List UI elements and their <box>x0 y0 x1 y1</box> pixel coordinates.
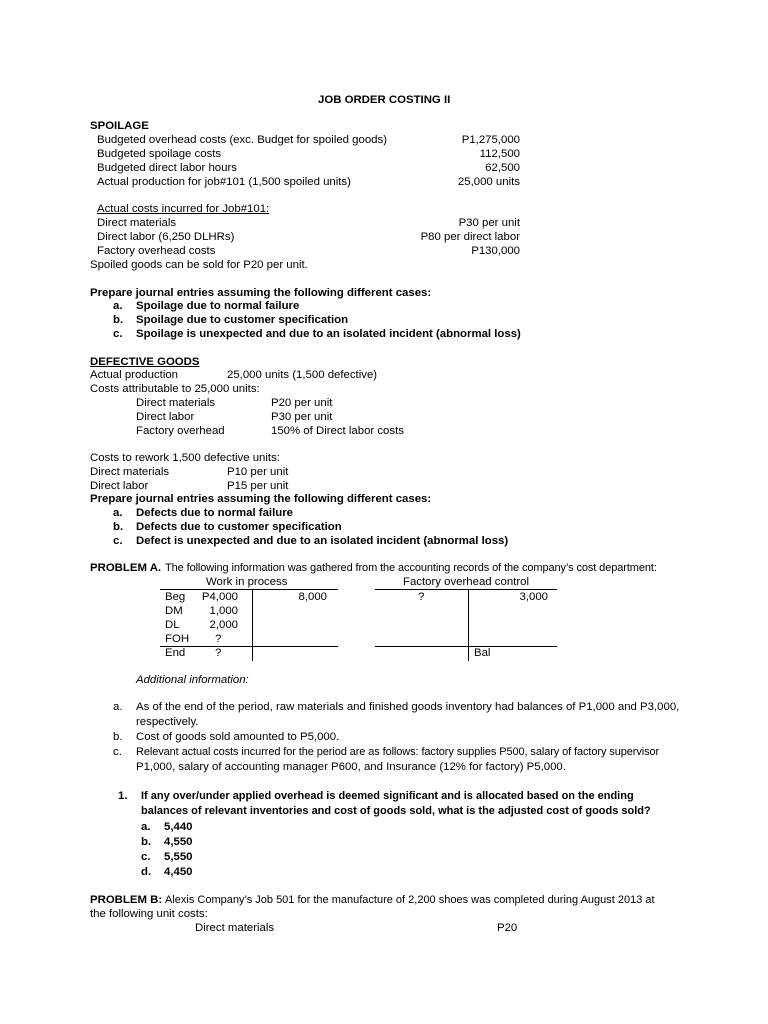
case-letter: c. <box>113 535 123 547</box>
foh-credit-value: 3,000 <box>519 591 548 603</box>
problem-b-label: PROBLEM B: <box>90 894 163 906</box>
spoilage-row-label: Budgeted spoilage costs <box>97 148 222 160</box>
defective-prepare-instruction: Prepare journal entries assuming the following different cases: <box>90 493 432 505</box>
case-text: Spoilage due to customer specification <box>136 314 349 326</box>
spoilage-heading: SPOILAGE <box>90 120 149 132</box>
spoilage-prepare-instruction: Prepare journal entries assuming the following different cases: <box>90 287 432 299</box>
case-text: Spoilage is unexpected and due to an isolated incident (abnormal loss) <box>136 328 521 340</box>
wip-entry-value: 1,000 <box>209 605 238 617</box>
case-text: Defects due to normal failure <box>136 507 293 519</box>
question-text: balances of relevant inventories and cost of goods sold, what is the adjusted cost of goods sold? <box>141 805 651 817</box>
case-letter: b. <box>113 521 124 533</box>
choice-letter: d. <box>141 866 152 878</box>
wip-entry-value: P4,000 <box>201 591 238 603</box>
attributable-label: Direct materials <box>136 397 216 409</box>
rework-value: P15 per unit <box>227 480 289 492</box>
defective-actual-label: Actual production <box>90 369 179 381</box>
spoilage-row-label: Budgeted direct labor hours <box>97 162 237 174</box>
info-text: Cost of goods sold amounted to P5,000. <box>136 731 340 743</box>
wip-account-title: Work in process <box>206 576 288 588</box>
case-letter: a. <box>113 507 123 519</box>
foh-t-account-divider <box>468 589 469 661</box>
info-text: Relevant actual costs incurred for the period are as follows: factory supplies P500, salary of factory supervisor <box>136 746 660 758</box>
defective-actual-value: 25,000 units (1,500 defective) <box>227 369 378 381</box>
info-letter: b. <box>113 731 123 743</box>
actual-cost-value: P30 per unit <box>458 217 520 229</box>
wip-entry-key: DL <box>165 619 180 631</box>
choice-letter: b. <box>141 836 152 848</box>
spoilage-row-value: 112,500 <box>479 148 520 160</box>
spoilage-row-label: Actual production for job#101 (1,500 spoiled units) <box>97 176 351 188</box>
spoilage-row-value: P1,275,000 <box>461 134 520 146</box>
actual-cost-label: Factory overhead costs <box>97 245 216 257</box>
choice-text: 5,440 <box>164 821 193 833</box>
unit-cost-value: P20 <box>497 922 518 934</box>
attributable-heading: Costs attributable to 25,000 units: <box>90 383 260 395</box>
foh-account-title: Factory overhead control <box>403 576 529 588</box>
unit-cost-label: Direct materials <box>195 922 275 934</box>
problem-a-intro: The following information was gathered from the accounting records of the company’s cost department: <box>165 562 657 574</box>
case-letter: c. <box>113 328 123 340</box>
case-text: Spoilage due to normal failure <box>136 300 300 312</box>
foh-t-account-bottom-line <box>375 646 557 647</box>
choice-letter: a. <box>141 821 151 833</box>
question-text: If any over/under applied overhead is deemed significant and is allocated based on the ending <box>141 790 634 802</box>
wip-t-account-divider <box>252 589 253 661</box>
case-text: Defect is unexpected and due to an isolated incident (abnormal loss) <box>136 535 509 547</box>
wip-end-value: ? <box>215 647 222 659</box>
actual-cost-value: P130,000 <box>471 245 520 257</box>
wip-credit-value: 8,000 <box>298 591 327 603</box>
wip-end-key: End <box>165 647 186 659</box>
info-letter: a. <box>113 701 123 713</box>
wip-t-account-bottom-line <box>160 646 338 647</box>
rework-heading: Costs to rework 1,500 defective units: <box>90 452 280 464</box>
rework-label: Direct labor <box>90 480 149 492</box>
spoilage-row-value: 25,000 units <box>457 176 520 188</box>
info-letter: c. <box>113 746 122 758</box>
case-letter: a. <box>113 300 123 312</box>
info-text: respectively. <box>136 716 199 728</box>
wip-entry-value: ? <box>215 633 222 645</box>
actual-cost-label: Direct labor (6,250 DLHRs) <box>97 231 235 243</box>
wip-entry-key: FOH <box>165 633 190 645</box>
spoiled-sold-note: Spoiled goods can be sold for P20 per unit. <box>90 259 308 271</box>
wip-entry-key: DM <box>165 605 183 617</box>
page-title: JOB ORDER COSTING II <box>318 94 451 106</box>
actual-costs-heading: Actual costs incurred for Job#101: <box>97 203 270 215</box>
problem-a-label: PROBLEM A. <box>90 562 162 574</box>
question-number: 1. <box>118 790 128 802</box>
case-text: Defects due to customer specification <box>136 521 342 533</box>
actual-cost-label: Direct materials <box>97 217 177 229</box>
choice-letter: c. <box>141 851 151 863</box>
spoilage-row-label: Budgeted overhead costs (exc. Budget for spoiled goods) <box>97 134 388 146</box>
attributable-value: P30 per unit <box>271 411 333 423</box>
foh-debit-value: ? <box>418 591 425 603</box>
defective-heading: DEFECTIVE GOODS <box>90 356 200 368</box>
problem-b-text: the following unit costs: <box>90 908 208 920</box>
foh-balance-label: Bal <box>474 647 491 659</box>
attributable-label: Factory overhead <box>136 425 225 437</box>
problem-b-text: Alexis Company’s Job 501 for the manufacture of 2,200 shoes was completed during August 2013 at <box>165 894 655 906</box>
choice-text: 4,550 <box>164 836 193 848</box>
rework-value: P10 per unit <box>227 466 289 478</box>
spoilage-row-value: 62,500 <box>485 162 520 174</box>
rework-label: Direct materials <box>90 466 170 478</box>
choice-text: 5,550 <box>164 851 193 863</box>
wip-entry-value: 2,000 <box>209 619 238 631</box>
wip-entry-key: Beg <box>165 591 186 603</box>
info-text: P1,000, salary of accounting manager P600, and Insurance (12% for factory) P5,000. <box>136 761 566 773</box>
attributable-label: Direct labor <box>136 411 195 423</box>
choice-text: 4,450 <box>164 866 193 878</box>
attributable-value: P20 per unit <box>271 397 333 409</box>
additional-info-heading: Additional information: <box>136 674 249 686</box>
info-text: As of the end of the period, raw materials and finished goods inventory had balances of P1,000 and P3,000, <box>136 701 680 713</box>
case-letter: b. <box>113 314 124 326</box>
attributable-value: 150% of Direct labor costs <box>271 425 404 437</box>
actual-cost-value: P80 per direct labor <box>420 231 520 243</box>
